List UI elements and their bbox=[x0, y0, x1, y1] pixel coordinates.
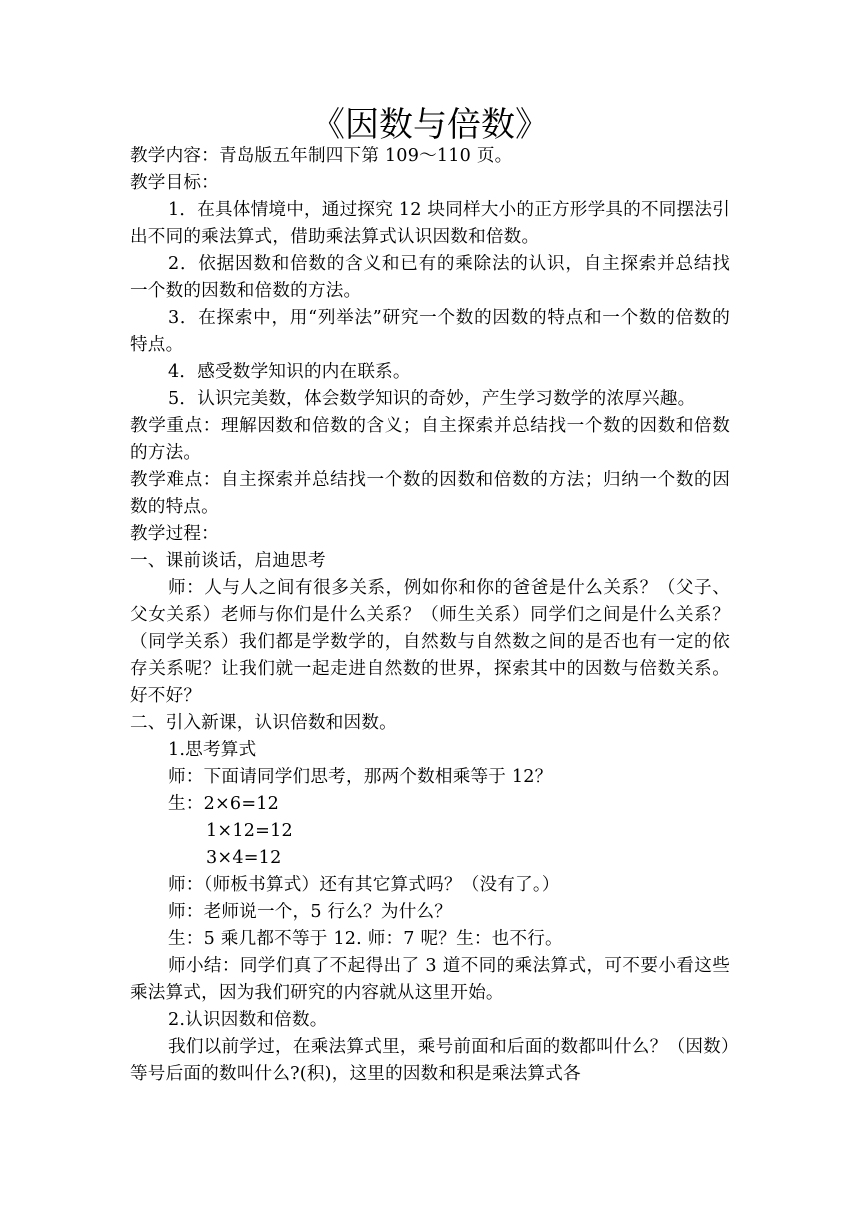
key-points: 教学重点：理解因数和倍数的含义；自主探索并总结找一个数的因数和倍数的方法。 bbox=[130, 416, 730, 463]
goal-1: 1．在具体情境中，通过探究 12 块同样大小的正方形学具的不同摆法引出不同的乘法算式，借助乘法算式认识因数和倍数。 bbox=[130, 200, 730, 247]
section-heading-2: 二、引入新课，认识倍数和因数。 bbox=[130, 713, 397, 733]
equation-3: 3×4=12 bbox=[206, 848, 282, 868]
process-label: 教学过程： bbox=[130, 524, 219, 544]
document-body bbox=[130, 143, 730, 1088]
closing-paragraph: 我们以前学过，在乘法算式里，乘号前面和后面的数都叫什么？（因数）等号后面的数叫什么?(积)，这里的因数和积是乘法算式各 bbox=[130, 1037, 730, 1084]
goal-2: 2．依据因数和倍数的含义和已有的乘除法的认识，自主探索并总结找一个数的因数和倍数的方法。 bbox=[130, 254, 730, 301]
teacher-line-3: 师：老师说一个，5 行么？为什么？ bbox=[168, 902, 453, 922]
goal-5: 5．认识完美数，体会数学知识的奇妙，产生学习数学的浓厚兴趣。 bbox=[168, 389, 696, 409]
section-heading-1: 一、课前谈话，启迪思考 bbox=[130, 551, 326, 571]
student-line-1: 生：2×6=12 bbox=[168, 794, 280, 814]
student-line-2: 生：5 乘几都不等于 12. 师：7 呢？生：也不行。 bbox=[168, 929, 563, 949]
subheading-1: 1.思考算式 bbox=[168, 740, 257, 760]
goal-3: 3．在探索中，用“列举法”研究一个数的因数的特点和一个数的倍数的特点。 bbox=[130, 308, 730, 355]
page-title: 《因数与倍数》 bbox=[311, 105, 549, 145]
teacher-line-2: 师：（师板书算式）还有其它算式吗？（没有了。） bbox=[168, 875, 560, 895]
difficulties: 教学难点：自主探索并总结找一个数的因数和倍数的方法；归纳一个数的因数的特点。 bbox=[130, 470, 730, 517]
equation-2: 1×12=12 bbox=[206, 821, 293, 841]
subheading-2: 2.认识因数和倍数。 bbox=[168, 1010, 328, 1030]
goal-4: 4．感受数学知识的内在联系。 bbox=[168, 362, 411, 382]
teacher-summary: 师小结：同学们真了不起得出了 3 道不同的乘法算式，可不要小看这些乘法算式，因为我们研究的内容就从这里开始。 bbox=[130, 956, 730, 1003]
teacher-line-1: 师：下面请同学们思考，那两个数相乘等于 12？ bbox=[168, 767, 553, 787]
teaching-content: 教学内容：青岛版五年制四下第 109～110 页。 bbox=[130, 146, 513, 166]
goals-label: 教学目标： bbox=[130, 173, 219, 193]
section-1-text: 师：人与人之间有很多关系，例如你和你的爸爸是什么关系？（父子、父女关系）老师与你们是什么关系？（师生关系）同学们之间是什么关系？（同学关系）我们都是学数学的，自然数与自然数之间的是否也有一定的依存关系呢？让我们就一起走进自然数的世界，探索其中的因数与倍数关系。好不好？ bbox=[130, 578, 730, 706]
